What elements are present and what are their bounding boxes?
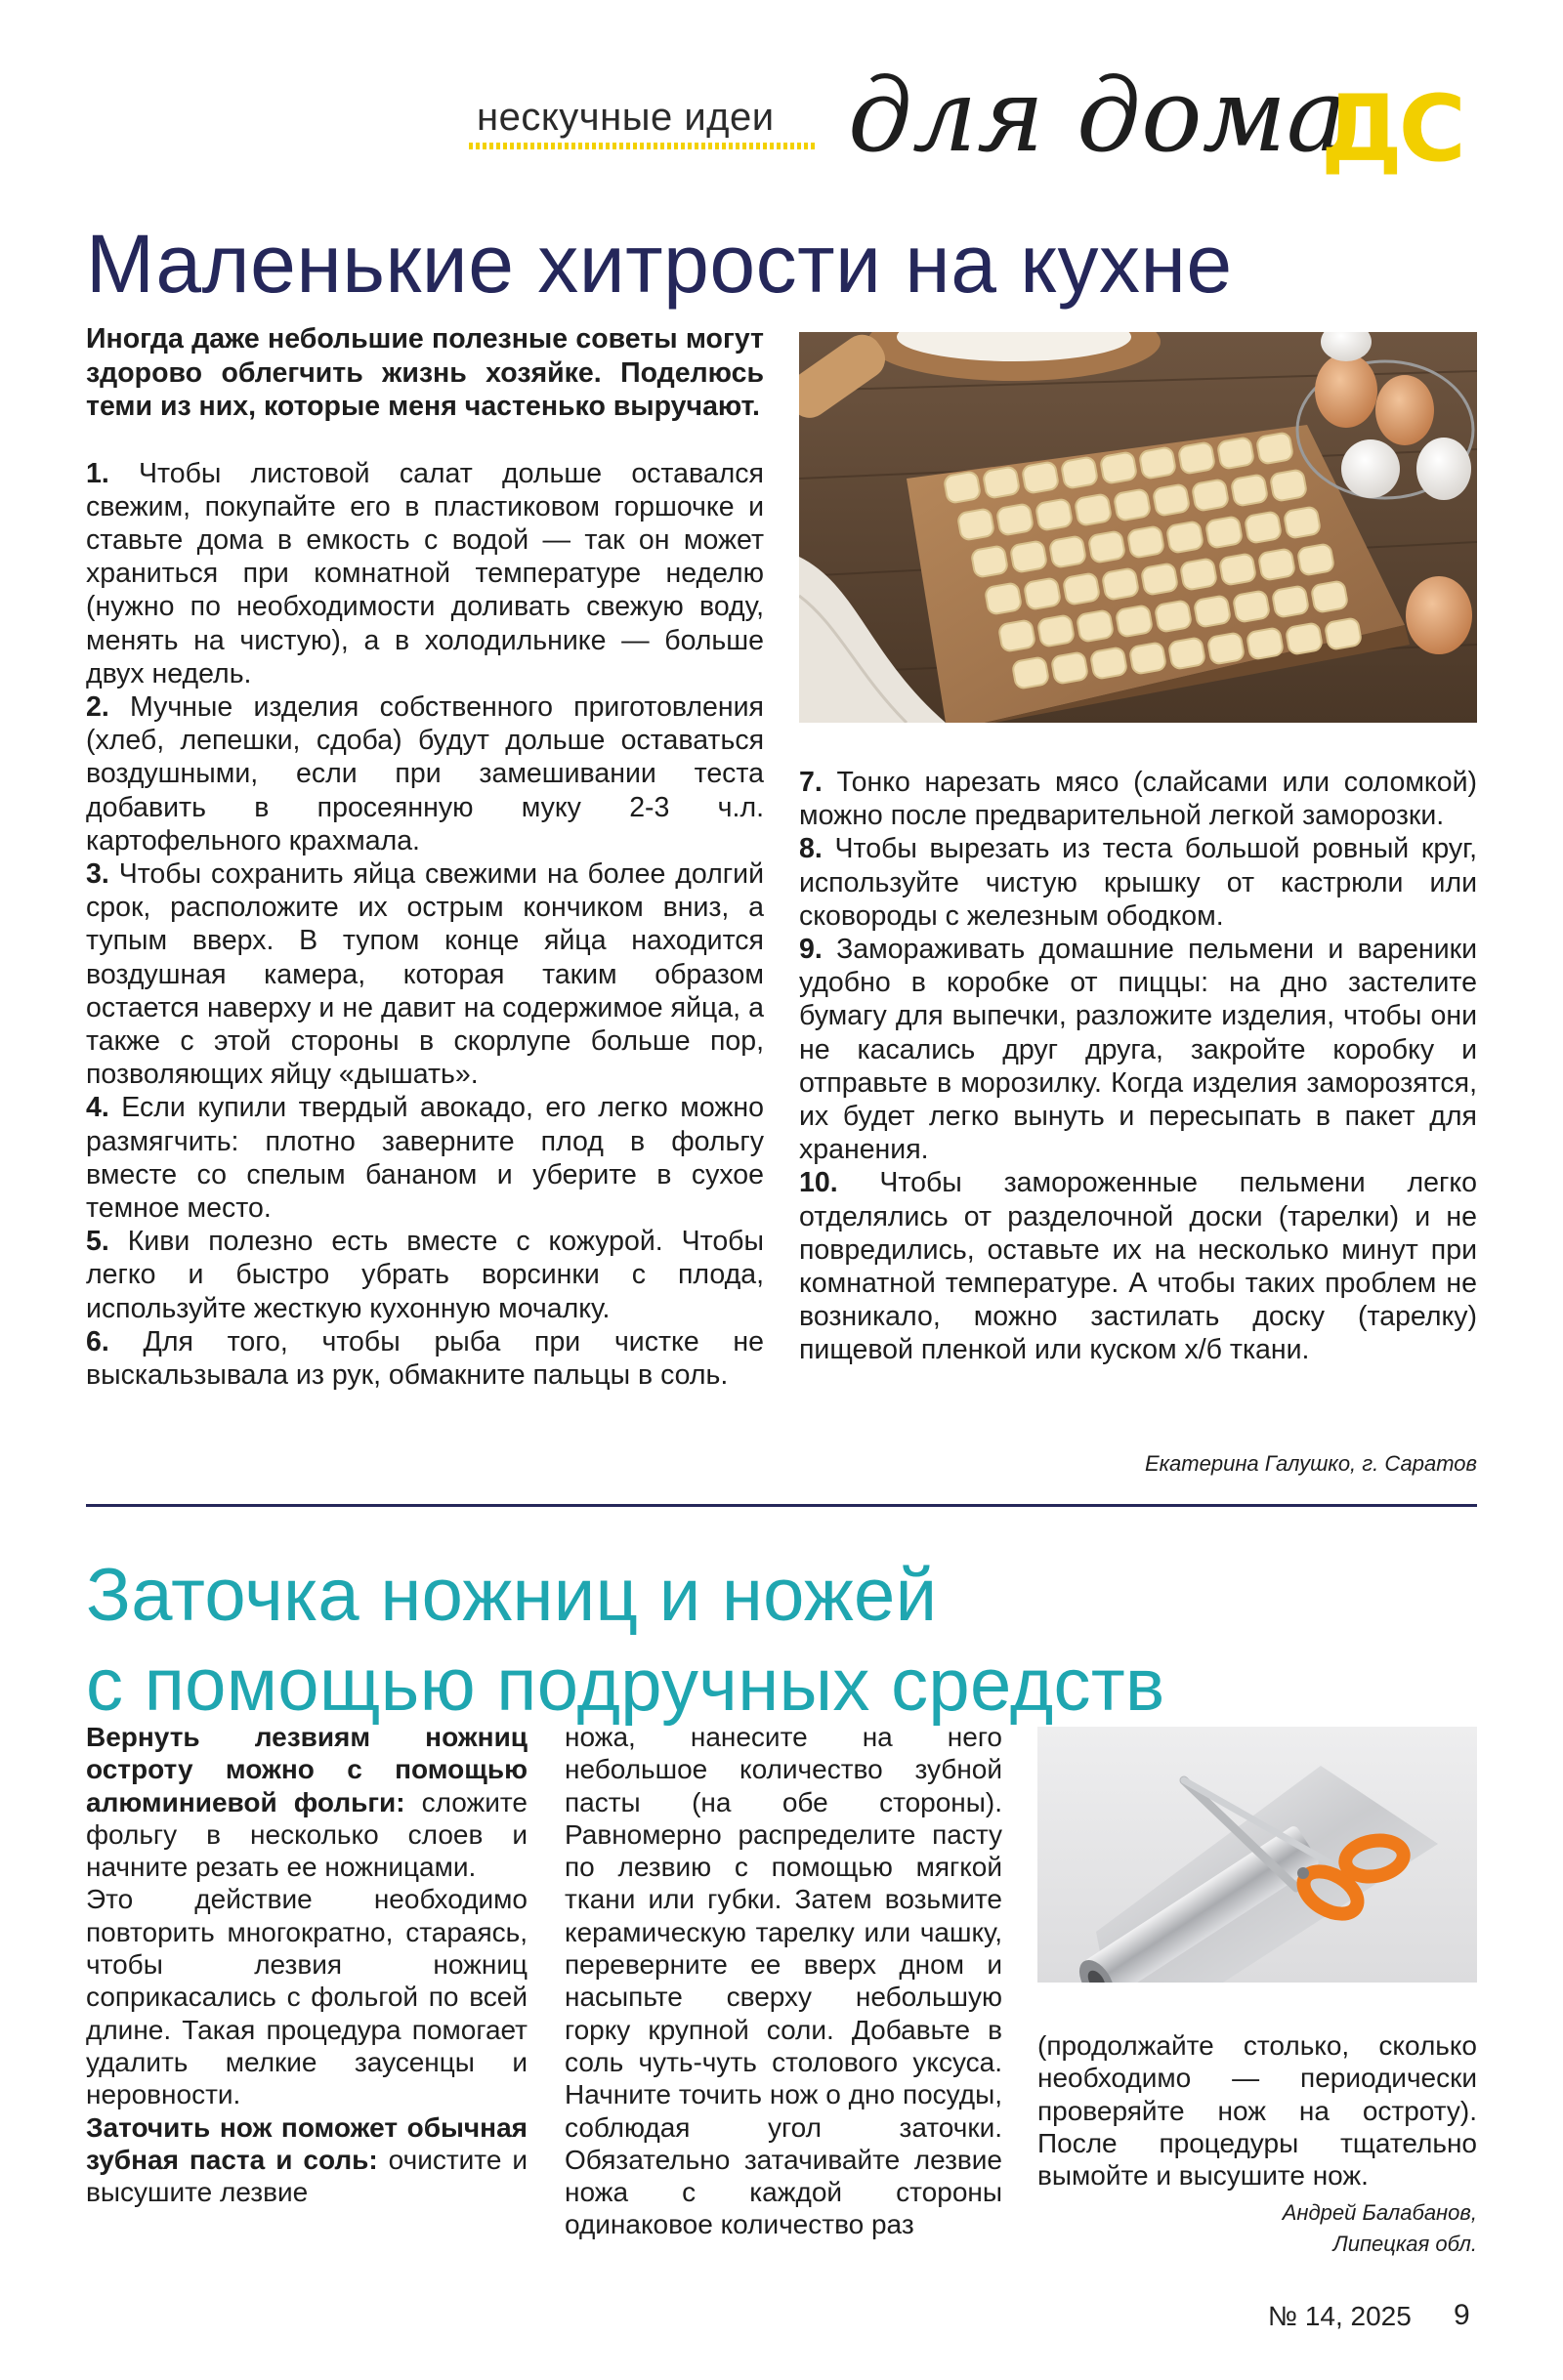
scissors-foil-illustration: [1037, 1727, 1477, 1983]
dumpling: [1284, 506, 1321, 538]
dumpling: [1077, 609, 1114, 642]
dumpling: [1194, 595, 1231, 627]
dumpling: [1035, 498, 1073, 530]
dumpling: [1325, 617, 1362, 649]
dumpling: [998, 619, 1035, 651]
rubric-underline: [469, 143, 816, 149]
scissors-foil-photo: [1037, 1727, 1477, 1983]
magazine-logo: ДС: [1321, 76, 1462, 183]
dumpling: [1217, 437, 1254, 469]
dumpling: [1297, 543, 1334, 575]
dumpling: [985, 582, 1022, 614]
dumpling: [1180, 558, 1217, 590]
tip-3: 3. Чтобы сохранить яйца свежими на более долгий срок, расположите их острым кончиком вниз, а тупым вверх. В тупом конце яйца находится воздушная камера, которая таким образом остается наверху и не давит на содержимое яйца, а также с этой стороны в скорлупе больше пор, позволяющих яйцу «дышать».: [86, 857, 764, 1091]
dumplings-illustration: [799, 332, 1477, 723]
dumpling: [1090, 647, 1127, 679]
article2-title-line1: Заточка ножниц и ножей: [86, 1554, 938, 1637]
tip-2: 2. Мучные изделия собственного приготовления (хлеб, лепешки, сдоба) будут дольше оставаться воздушными, если при замешивании теста добавить в просеянную муку 2-3 ч.л. картофельного крахмала.: [86, 690, 764, 856]
dumpling: [1155, 600, 1192, 632]
dumpling: [1061, 456, 1098, 488]
article2-paragraph-1: Вернуть лезвиям ножниц остроту можно с помощью алюминиевой фольги: сложите фольгу в несколько слоев и начните резать ее ножницами.: [86, 1722, 528, 1883]
dumpling: [1024, 577, 1061, 609]
tip-10: 10. Чтобы замороженные пельмени легко отделялись от разделочной доски (тарелки) и не повредились, оставьте их на несколько минут при комнатной температуре. А чтобы таких проблем не возникало, можно застилать доску (тарелку) пищевой пленкой или куском х/б ткани.: [799, 1167, 1478, 1366]
article2-paragraph-3: Заточить нож поможет обычная зубная паста и соль: очистите и высушите лезвие: [86, 2111, 528, 2208]
dumpling: [1205, 516, 1243, 548]
article2-paragraph-3-start: очистите и высушите лезвие: [86, 2144, 528, 2208]
dumpling: [1311, 580, 1348, 612]
dumpling: [1037, 614, 1075, 647]
tip-6: 6. Для того, чтобы рыба при чистке не выскальзывала из рук, обмакните пальцы в соль.: [86, 1325, 764, 1391]
dumpling: [1246, 627, 1284, 659]
dumpling: [983, 466, 1020, 498]
article1-column-right: [799, 766, 1477, 1367]
tip-8: 8. Чтобы вырезать из теста большой ровный круг, используйте чистую крышку от кастрюли или сковороды с железным ободком.: [799, 833, 1477, 932]
dumpling: [1168, 637, 1205, 669]
article1-title: Маленькие хитрости на кухне: [86, 218, 1233, 310]
dumpling: [1075, 493, 1112, 525]
tip-4: 4. Если купили твердый авокадо, его легко можно размягчить: плотно заверните плод в фольгу вместе со спелым бананом и уберите в сухое темное место.: [86, 1092, 764, 1224]
section-title: для дома: [848, 56, 1347, 175]
dumpling: [1153, 483, 1190, 516]
article1-column-left: [86, 322, 764, 1392]
dumpling: [1256, 432, 1293, 464]
dumpling: [1178, 441, 1215, 474]
dumpling: [1022, 461, 1059, 493]
page-number: 9: [1454, 2299, 1470, 2331]
dumpling: [1063, 572, 1100, 605]
article1-author: Екатерина Галушко, г. Саратов: [1145, 1451, 1477, 1476]
dumpling: [1012, 656, 1049, 689]
article2-paragraph-3-cont: ножа, нанесите на него небольшое количество зубной пасты (на обе стороны). Равномерно распределите пасту по лезвию с помощью мягкой ткани или губки. Затем возьмите керамическую тарелку или чашку, переверните ее вверх дном и насыпьте сверху небольшую горку крупной соли. Добавьте в соль чуть-чуть столового уксуса. Начните точить нож о дно посуды, соблюдая угол заточки. Обязательно затачивайте лезвие ножа с каждой стороны одинаковое количество раз: [565, 1722, 1002, 2240]
rubric-label: нескучные идеи: [477, 96, 775, 139]
article2-paragraph-2: Это действие необходимо повторить многократно, стараясь, чтобы лезвия ножниц соприкасались с фольгой по всей длине. Такая процедура помогает удалить мелкие заусенцы и неровности.: [86, 1884, 528, 2110]
dumpling: [1207, 632, 1245, 664]
article1-lead: Иногда даже небольшие полезные советы могут здорово облегчить жизнь хозяйке. Поделюсь теми из них, которые меня частенько выручают.: [86, 323, 764, 422]
article2-author: [1037, 2197, 1477, 2260]
dumpling: [1139, 446, 1176, 479]
dumpling: [1258, 548, 1295, 580]
dumpling: [996, 503, 1034, 535]
tip-9: 9. Замораживать домашние пельмени и вареники удобно в коробке от пиццы: на дно застелите бумагу для выпечки, разложите изделия, чтобы они не касались друг друга, закройте коробку и отправьте в морозилку. Когда изделия заморозятся, их будет легко вынуть и пересыпать в пакет для хранения.: [799, 934, 1477, 1166]
dumpling: [1102, 567, 1139, 600]
tip-5: 5. Киви полезно есть вместе с кожурой. Чтобы легко и быстро убрать ворсинки с плода, используйте жесткую кухонную мочалку.: [86, 1226, 764, 1324]
dumpling: [1192, 479, 1229, 511]
dumpling: [1088, 530, 1125, 563]
dumpling: [957, 508, 994, 540]
dumpling: [1116, 605, 1153, 637]
dumpling: [944, 471, 981, 503]
dumpling: [1245, 511, 1282, 543]
dumpling: [1233, 590, 1270, 622]
article2-author-name: Андрей Балабанов,: [1282, 2200, 1477, 2225]
dumpling: [1166, 521, 1204, 553]
article2-title: [86, 1551, 1165, 1731]
dumpling: [1272, 585, 1309, 617]
dumpling: [1114, 488, 1151, 521]
dumpling: [1127, 525, 1164, 558]
article2-column-1: [86, 1721, 528, 2208]
dumpling: [1219, 553, 1256, 585]
section-divider: [86, 1504, 1477, 1507]
dumpling: [971, 545, 1008, 577]
tip-1: 1. Чтобы листовой салат дольше оставался свежим, покупайте его в пластиковом горшочке и ставьте дома в емкость с водой — так он может храниться при комнатной температуре неделю (нужно по необходимости доливать свежую воду, менять на чистую), а в холодильнике — больше двух недель.: [86, 457, 764, 689]
dumplings-photo: [799, 332, 1477, 723]
dumpling: [1141, 563, 1178, 595]
article2-author-region: Липецкая обл.: [1332, 2232, 1477, 2256]
dumpling: [1100, 451, 1137, 483]
dumpling: [1270, 469, 1307, 501]
article2-title-line2: с помощью подручных средств: [86, 1644, 1165, 1727]
dumpling: [1051, 651, 1088, 684]
tip-7: 7. Тонко нарезать мясо (слайсами или соломкой) можно после предварительной легкой заморозки.: [799, 767, 1477, 832]
issue-number: № 14, 2025: [1268, 2301, 1412, 2331]
dumpling: [1129, 642, 1166, 674]
article2-paragraph-4: (продолжайте столько, сколько необходимо — периодически проверяйте нож на остроту). После процедуры тщательно вымойте и высушите нож.: [1037, 2030, 1477, 2192]
article2-column-3: [1037, 2029, 1477, 2192]
article2-column-2: [565, 1721, 1002, 2241]
dumpling: [1286, 622, 1323, 654]
dumpling: [1231, 474, 1268, 506]
dumpling: [1049, 535, 1086, 567]
dumpling: [1010, 540, 1047, 572]
